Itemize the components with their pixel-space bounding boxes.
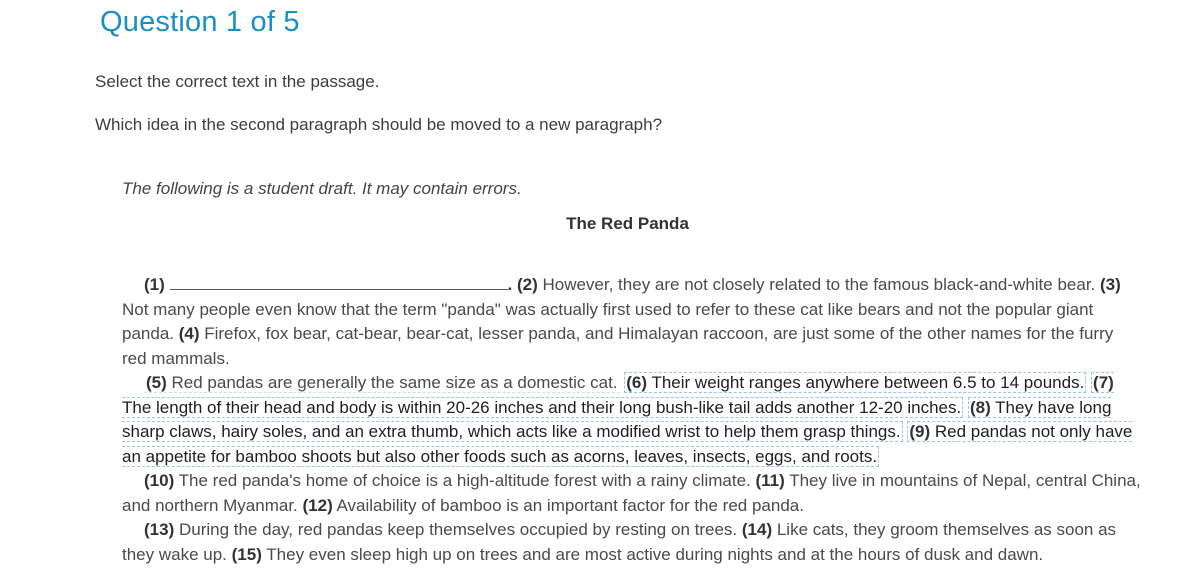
sentence-15: They even sleep high up on trees and are most active during nights and at the hours of dusk and dawn.: [261, 544, 1044, 564]
sentence-number-6: (6): [626, 373, 648, 392]
passage-title: The Red Panda: [566, 214, 689, 233]
sentence-number-1: (1): [144, 275, 165, 294]
sentence-8: They have long sharp claws, hairy soles, and an extra thumb, which acts like a modified wrist to help them grasp things.: [122, 397, 1112, 441]
sentence-number-13: (13): [144, 520, 175, 539]
sentence-10: The red panda's home of choice is a high-altitude forest with a rainy climate.: [174, 471, 751, 490]
sentence-number-14: (14): [741, 520, 773, 539]
sentence-3: Not many people even know that the term "panda" was actually first used to refer to these cat like bears and not the popular giant panda.: [122, 299, 1094, 343]
sentence-5: Red pandas are generally the same size as a domestic cat.: [166, 373, 618, 392]
sentence-number-11: (11): [755, 471, 785, 490]
paragraph-2: [122, 371, 1142, 469]
sentence-number-3: (3): [1100, 275, 1121, 294]
sentence-13: During the day, red pandas keep themselves occupied by resting on trees.: [174, 520, 738, 539]
sentence-number-5: (5): [146, 373, 167, 392]
paragraph-4: [122, 518, 1142, 567]
sentence-12: Availability of bamboo is an important factor for the red panda.: [332, 495, 804, 515]
sentence-number-8: (8): [969, 397, 991, 417]
paragraph-3: [122, 469, 1142, 518]
draft-note: The following is a student draft. It may contain errors.: [122, 179, 522, 198]
sentence-number-10: (10): [144, 471, 175, 490]
paragraph-1: [122, 273, 1142, 371]
sentence-number-2: . (2): [507, 275, 538, 294]
sentence-1-blank: [170, 275, 508, 290]
sentence-number-4: (4): [178, 324, 200, 343]
sentence-4: Firefox, fox bear, cat-bear, bear-cat, lesser panda, and Himalayan raccoon, are just some of the other names for the furry red mammals.: [122, 324, 1114, 368]
sentence-number-15: (15): [231, 544, 262, 564]
instruction-text: Select the correct text in the passage.: [95, 72, 380, 91]
question-text: Which idea in the second paragraph should be moved to a new paragraph?: [95, 115, 663, 134]
selectable-sentence-6[interactable]: [624, 372, 1086, 393]
sentence-number-7: (7): [1093, 373, 1114, 392]
sentence-7: The length of their head and body is within 20-26 inches and their long bush-like tail adds another 12-20 inches.: [122, 397, 962, 417]
sentence-9: Red pandas not only have an appetite for bamboo shoots but also other foods such as acorns, leaves, insects, eggs, and roots.: [122, 422, 1133, 466]
sentence-number-9: (9): [909, 422, 931, 441]
sentence-2: However, they are not closely related to the famous black-and-white bear.: [537, 275, 1096, 294]
sentence-6: Their weight ranges anywhere between 6.5 to 14 pounds.: [647, 373, 1085, 392]
passage: [122, 273, 1142, 567]
sentence-14: Like cats, they groom themselves as soon as they wake up.: [122, 520, 1117, 564]
sentence-11: They live in mountains of Nepal, central China, and northern Myanmar.: [122, 471, 1141, 515]
selectable-sentence-5[interactable]: [144, 372, 620, 393]
question-title: Question 1 of 5: [100, 6, 300, 38]
sentence-number-12: (12): [302, 495, 333, 515]
